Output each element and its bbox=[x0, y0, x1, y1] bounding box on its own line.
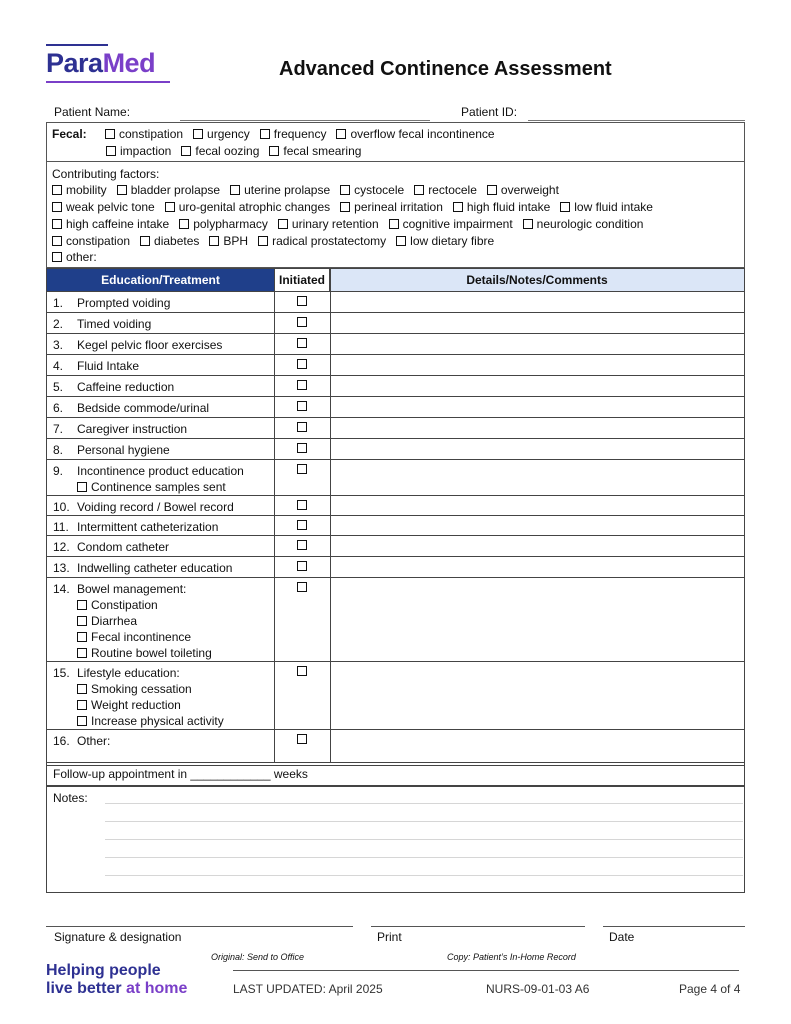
table-row bbox=[47, 536, 744, 557]
checkbox-icon[interactable] bbox=[336, 129, 346, 139]
initiated-checkbox[interactable] bbox=[297, 540, 307, 550]
treatment-label: 3. Kegel pelvic floor exercises bbox=[53, 338, 223, 352]
factor-high-caffeine-intake[interactable]: high caffeine intake bbox=[52, 217, 169, 231]
sub-option-weight-reduction[interactable]: Weight reduction bbox=[53, 697, 224, 713]
footer-rule bbox=[233, 970, 739, 971]
col-header-education: Education/Treatment bbox=[47, 269, 274, 291]
sub-option-smoking-cessation[interactable]: Smoking cessation bbox=[53, 681, 224, 697]
fecal-option-urgency[interactable]: urgency bbox=[193, 127, 250, 141]
contributing-row bbox=[52, 233, 504, 249]
sub-option-routine-bowel-toileting[interactable]: Routine bowel toileting bbox=[53, 645, 212, 661]
sub-option-increase-physical-activity[interactable]: Increase physical activity bbox=[53, 713, 224, 729]
checkbox-icon[interactable] bbox=[181, 146, 191, 156]
table-row bbox=[47, 516, 744, 536]
logo-bottom-rule bbox=[46, 81, 170, 83]
treatment-label: 8. Personal hygiene bbox=[53, 443, 170, 457]
sub-option-diarrhea[interactable]: Diarrhea bbox=[53, 613, 212, 629]
tagline-line-1: Helping people bbox=[46, 962, 161, 979]
factor-high-fluid-intake[interactable]: high fluid intake bbox=[453, 200, 550, 214]
initiated-checkbox[interactable] bbox=[297, 734, 307, 744]
page-title: Advanced Continence Assessment bbox=[279, 58, 612, 80]
fecal-option-impaction[interactable]: impaction bbox=[106, 144, 171, 158]
checkbox-icon[interactable] bbox=[106, 146, 116, 156]
col-header-initiated: Initiated bbox=[274, 269, 330, 291]
checkbox-icon[interactable] bbox=[209, 236, 219, 246]
notes-box[interactable] bbox=[46, 786, 745, 893]
contributing-row bbox=[52, 216, 653, 232]
checkbox-icon[interactable] bbox=[396, 236, 406, 246]
table-row bbox=[47, 730, 744, 766]
original-routing: Original: Send to Office bbox=[211, 952, 305, 962]
checkbox-icon[interactable] bbox=[77, 700, 87, 710]
checkbox-icon[interactable] bbox=[487, 185, 497, 195]
signature-field[interactable] bbox=[46, 926, 353, 927]
checkbox-icon[interactable] bbox=[117, 185, 127, 195]
sub-option-constipation[interactable]: Constipation bbox=[53, 597, 212, 613]
checkbox-icon[interactable] bbox=[52, 236, 62, 246]
checkbox-icon[interactable] bbox=[165, 202, 175, 212]
contributing-label: Contributing factors: bbox=[52, 167, 160, 181]
factor-bladder-prolapse[interactable]: bladder prolapse bbox=[117, 183, 220, 197]
treatment-label: 2. Timed voiding bbox=[53, 317, 152, 331]
contributing-row bbox=[52, 199, 663, 215]
initiated-checkbox[interactable] bbox=[297, 464, 307, 474]
initiated-checkbox[interactable] bbox=[297, 422, 307, 432]
followup-row bbox=[46, 762, 745, 786]
contributing-row bbox=[52, 182, 569, 198]
factor-low-dietary-fibre[interactable]: low dietary fibre bbox=[396, 234, 494, 248]
table-row bbox=[47, 313, 744, 334]
factor-polypharmacy[interactable]: polypharmacy bbox=[179, 217, 268, 231]
checkbox-icon[interactable] bbox=[260, 129, 270, 139]
logo-top-rule bbox=[46, 44, 108, 46]
tagline-line-2: live better at home bbox=[46, 980, 188, 997]
form-code: NURS-09-01-03 A6 bbox=[486, 982, 590, 996]
checkbox-icon[interactable] bbox=[230, 185, 240, 195]
table-row bbox=[47, 578, 744, 662]
treatment-label: 15. Lifestyle education: Smoking cessation Weight reduction Increase physical activity bbox=[53, 666, 224, 728]
treatment-label: 7. Caregiver instruction bbox=[53, 422, 188, 436]
checkbox-icon[interactable] bbox=[77, 616, 87, 626]
initiated-checkbox[interactable] bbox=[297, 359, 307, 369]
patient-id-label: Patient ID: bbox=[461, 105, 518, 119]
fecal-label: Fecal: bbox=[52, 127, 87, 141]
tagline bbox=[46, 962, 187, 998]
col-divider-1 bbox=[274, 269, 275, 762]
factor-low-fluid-intake[interactable]: low fluid intake bbox=[560, 200, 653, 214]
followup-text bbox=[53, 766, 308, 782]
treatment-label: 11. Intermittent catheterization bbox=[53, 520, 219, 534]
initiated-checkbox[interactable] bbox=[297, 401, 307, 411]
signature-label: Signature & designation bbox=[54, 930, 182, 944]
table-row bbox=[47, 496, 744, 516]
checkbox-icon[interactable] bbox=[52, 185, 62, 195]
checkbox-icon[interactable] bbox=[77, 632, 87, 642]
table-row bbox=[47, 557, 744, 578]
checkbox-icon[interactable] bbox=[105, 129, 115, 139]
initiated-checkbox[interactable] bbox=[297, 666, 307, 676]
table-row bbox=[47, 376, 744, 397]
patient-name-label: Patient Name: bbox=[54, 105, 131, 119]
factor-neurologic-condition[interactable]: neurologic condition bbox=[523, 217, 644, 231]
education-treatment-table bbox=[46, 268, 745, 763]
notes-line bbox=[105, 875, 743, 876]
checkbox-icon[interactable] bbox=[52, 252, 62, 262]
checkbox-icon[interactable] bbox=[52, 202, 62, 212]
fecal-option-frequency[interactable]: frequency bbox=[260, 127, 327, 141]
notes-line bbox=[105, 857, 743, 858]
notes-line bbox=[105, 839, 743, 840]
notes-label: Notes: bbox=[53, 791, 88, 805]
checkbox-icon[interactable] bbox=[77, 600, 87, 610]
checkbox-icon[interactable] bbox=[77, 482, 87, 492]
factor-overweight[interactable]: overweight bbox=[487, 183, 559, 197]
table-row bbox=[47, 439, 744, 460]
treatment-label: 14. Bowel management: Constipation Diarrhea Fecal incontinence Routine bowel toileting bbox=[53, 582, 212, 660]
checkbox-icon[interactable] bbox=[278, 219, 288, 229]
print-field[interactable] bbox=[371, 926, 585, 927]
initiated-checkbox[interactable] bbox=[297, 443, 307, 453]
checkbox-icon[interactable] bbox=[77, 648, 87, 658]
fecal-row-2 bbox=[106, 143, 371, 159]
factor-uro-genital-atrophic-changes[interactable]: uro-genital atrophic changes bbox=[165, 200, 330, 214]
followup-label: Follow-up appointment in bbox=[53, 767, 188, 781]
factor-mobility[interactable]: mobility bbox=[52, 183, 107, 197]
table-row bbox=[47, 418, 744, 439]
treatment-label: 12. Condom catheter bbox=[53, 540, 170, 554]
initiated-checkbox[interactable] bbox=[297, 317, 307, 327]
fecal-option-constipation[interactable]: constipation bbox=[105, 127, 183, 141]
checkbox-icon[interactable] bbox=[414, 185, 424, 195]
table-row bbox=[47, 662, 744, 730]
fecal-option-overflow-fecal-incontinence[interactable]: overflow fecal incontinence bbox=[336, 127, 494, 141]
factor-cystocele[interactable]: cystocele bbox=[340, 183, 404, 197]
treatment-label: 13. Indwelling catheter education bbox=[53, 561, 233, 575]
fecal-row-1 bbox=[52, 126, 505, 142]
checkbox-icon[interactable] bbox=[52, 219, 62, 229]
factor-uterine-prolapse[interactable]: uterine prolapse bbox=[230, 183, 330, 197]
treatment-label: 10. Voiding record / Bowel record bbox=[53, 500, 234, 514]
initiated-checkbox[interactable] bbox=[297, 561, 307, 571]
last-updated: LAST UPDATED: April 2025 bbox=[233, 982, 383, 996]
initiated-checkbox[interactable] bbox=[297, 296, 307, 306]
logo-wordmark: ParaMed bbox=[46, 48, 156, 78]
col-divider-2 bbox=[330, 269, 331, 762]
checkbox-icon[interactable] bbox=[389, 219, 399, 229]
copy-routing: Copy: Patient’s In-Home Record bbox=[447, 952, 576, 962]
treatment-label: 1. Prompted voiding bbox=[53, 296, 171, 310]
factor-rectocele[interactable]: rectocele bbox=[414, 183, 477, 197]
factor-cognitive-impairment[interactable]: cognitive impairment bbox=[389, 217, 513, 231]
checkbox-icon[interactable] bbox=[560, 202, 570, 212]
date-field[interactable] bbox=[603, 926, 745, 927]
checkbox-icon[interactable] bbox=[258, 236, 268, 246]
notes-line bbox=[105, 803, 743, 804]
initiated-checkbox[interactable] bbox=[297, 582, 307, 592]
table-row bbox=[47, 334, 744, 355]
checkbox-icon[interactable] bbox=[453, 202, 463, 212]
initiated-checkbox[interactable] bbox=[297, 380, 307, 390]
checkbox-icon[interactable] bbox=[140, 236, 150, 246]
initiated-checkbox[interactable] bbox=[297, 500, 307, 510]
checkbox-icon[interactable] bbox=[269, 146, 279, 156]
table-row bbox=[47, 292, 744, 313]
treatment-label: 6. Bedside commode/urinal bbox=[53, 401, 210, 415]
page-number: Page 4 of 4 bbox=[679, 982, 741, 996]
factor-diabetes[interactable]: diabetes bbox=[140, 234, 199, 248]
initiated-checkbox[interactable] bbox=[297, 520, 307, 530]
factor-bph[interactable]: BPH bbox=[209, 234, 248, 248]
fecal-option-fecal-oozing[interactable]: fecal oozing bbox=[181, 144, 259, 158]
treatment-label: 5. Caffeine reduction bbox=[53, 380, 175, 394]
followup-weeks-field[interactable]: ____________ bbox=[190, 767, 271, 781]
factor-perineal-irritation[interactable]: perineal irritation bbox=[340, 200, 443, 214]
contributing-row bbox=[52, 249, 107, 265]
checkbox-icon[interactable] bbox=[193, 129, 203, 139]
table-row bbox=[47, 397, 744, 418]
checkbox-icon[interactable] bbox=[77, 716, 87, 726]
checkbox-icon[interactable] bbox=[179, 219, 189, 229]
patient-name-field[interactable] bbox=[180, 120, 430, 121]
treatment-label: 4. Fluid Intake bbox=[53, 359, 140, 373]
sub-option-fecal-incontinence[interactable]: Fecal incontinence bbox=[53, 629, 212, 645]
date-label: Date bbox=[609, 930, 635, 944]
factor-constipation[interactable]: constipation bbox=[52, 234, 130, 248]
col-header-details: Details/Notes/Comments bbox=[330, 269, 744, 291]
followup-weeks-label: weeks bbox=[273, 767, 308, 781]
print-label: Print bbox=[377, 930, 402, 944]
checkbox-icon[interactable] bbox=[77, 684, 87, 694]
checkbox-icon[interactable] bbox=[340, 185, 350, 195]
notes-line bbox=[105, 821, 743, 822]
initiated-checkbox[interactable] bbox=[297, 338, 307, 348]
factor-other[interactable]: other: bbox=[52, 250, 97, 264]
sub-option-continence-samples-sent[interactable]: Continence samples sent bbox=[53, 479, 244, 495]
checkbox-icon[interactable] bbox=[340, 202, 350, 212]
paramed-logo bbox=[46, 44, 172, 84]
treatment-label: 9. Incontinence product education Continence samples sent bbox=[53, 464, 244, 494]
factor-radical-prostatectomy[interactable]: radical prostatectomy bbox=[258, 234, 386, 248]
checkbox-icon[interactable] bbox=[523, 219, 533, 229]
treatment-label: 16. Other: bbox=[53, 734, 111, 748]
factor-weak-pelvic-tone[interactable]: weak pelvic tone bbox=[52, 200, 155, 214]
table-row bbox=[47, 355, 744, 376]
fecal-option-fecal-smearing[interactable]: fecal smearing bbox=[269, 144, 361, 158]
table-row bbox=[47, 460, 744, 496]
patient-id-field[interactable] bbox=[528, 120, 745, 121]
factor-urinary-retention[interactable]: urinary retention bbox=[278, 217, 379, 231]
